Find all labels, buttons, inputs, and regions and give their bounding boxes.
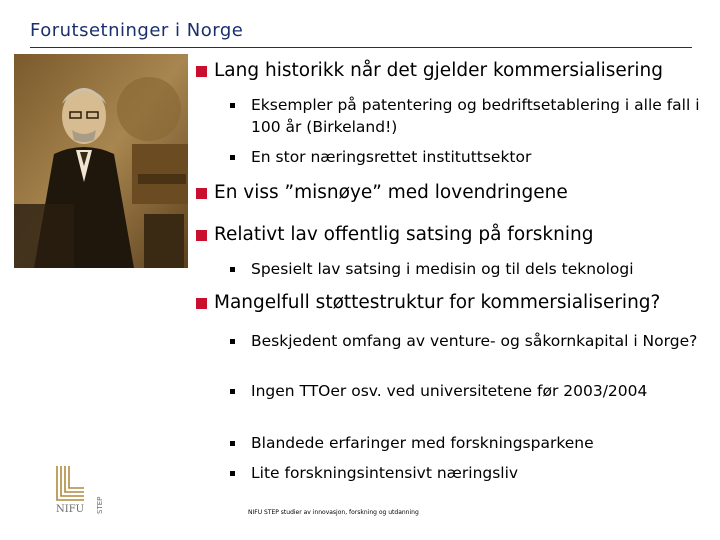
sub-bullet-marker bbox=[230, 339, 235, 344]
sub-bullet-item bbox=[230, 94, 708, 138]
sub-bullet-marker bbox=[230, 155, 235, 160]
sub-bullet-item bbox=[230, 146, 708, 168]
logo-sub: STEP bbox=[96, 496, 104, 514]
bullet-text: Lang historikk når det gjelder kommersialisering bbox=[214, 60, 663, 81]
bullet-marker bbox=[196, 66, 207, 77]
sub-bullet-text: Ingen TTOer osv. ved universitetene før 2003/2004 bbox=[251, 382, 648, 400]
sub-bullet-item bbox=[230, 380, 708, 402]
portrait-photo bbox=[14, 54, 188, 268]
sub-bullet-item bbox=[230, 258, 708, 280]
bullet-text: En viss ”misnøye” med lovendringene bbox=[214, 182, 568, 203]
bullet-marker bbox=[196, 230, 207, 241]
sub-bullet-marker bbox=[230, 441, 235, 446]
bullet-text: Relativt lav offentlig satsing på forskning bbox=[214, 224, 594, 245]
bullet-marker bbox=[196, 188, 207, 199]
sub-bullet-item bbox=[230, 432, 708, 454]
sub-bullet-marker bbox=[230, 389, 235, 394]
sub-bullet-text: Beskjedent omfang av venture- og såkornkapital i Norge? bbox=[251, 332, 698, 350]
sub-bullet-marker bbox=[230, 103, 235, 108]
title-divider bbox=[30, 47, 692, 48]
sub-bullet-item bbox=[230, 462, 708, 484]
sub-bullet-marker bbox=[230, 471, 235, 476]
sub-bullet-marker bbox=[230, 267, 235, 272]
sub-bullet-text: Spesielt lav satsing i medisin og til dels teknologi bbox=[251, 260, 634, 278]
bullet-marker bbox=[196, 298, 207, 309]
sub-bullet-text: Blandede erfaringer med forskningsparkene bbox=[251, 434, 594, 452]
logo-name: NIFU bbox=[56, 504, 85, 515]
bullet-text: Mangelfull støttestruktur for kommersialisering? bbox=[214, 292, 661, 313]
sub-bullet-text: Eksempler på patentering og bedriftsetablering i alle fall i 100 år (Birkeland!) bbox=[251, 96, 700, 136]
sub-bullet-item bbox=[230, 330, 708, 352]
slide-title: Forutsetninger i Norge bbox=[30, 20, 244, 41]
nifu-step-logo bbox=[54, 464, 106, 516]
sub-bullet-text: En stor næringsrettet instituttsektor bbox=[251, 148, 532, 166]
sub-bullet-text: Lite forskningsintensivt næringsliv bbox=[251, 464, 519, 482]
footer-text: NIFU STEP studier av innovasjon, forskning og utdanning bbox=[248, 509, 419, 516]
